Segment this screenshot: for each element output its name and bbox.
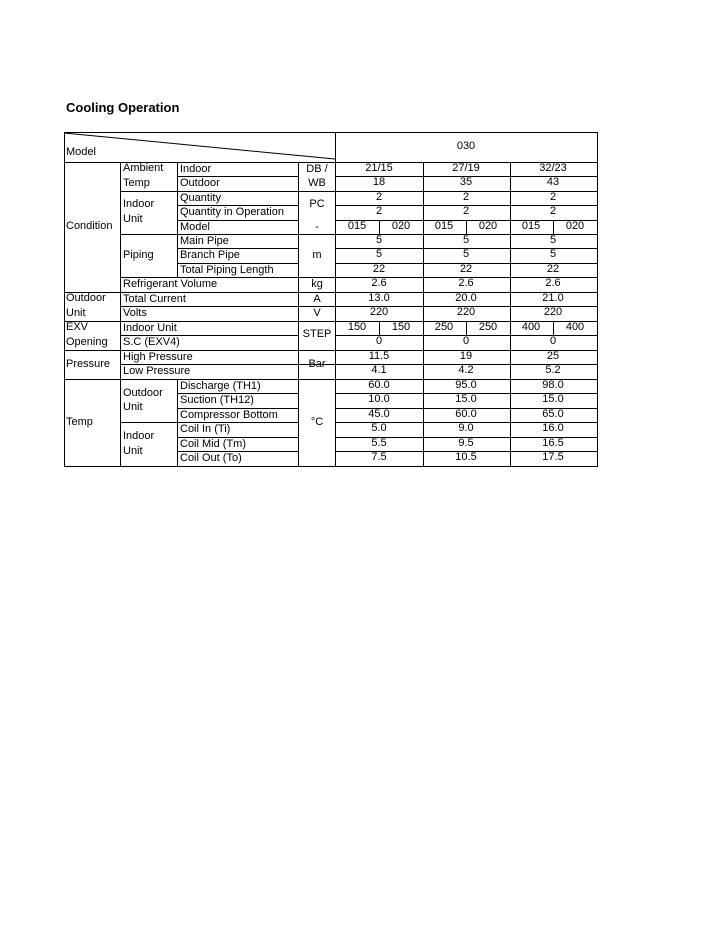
group-temp-indoor-unit: Unit xyxy=(123,445,143,457)
table-cell: 17.5 xyxy=(542,451,564,463)
table-cell: 2 xyxy=(549,205,557,217)
table-cell: 020 xyxy=(478,220,498,232)
group-ambient-temp: Temp xyxy=(123,177,150,189)
row-label: Total Current xyxy=(123,293,186,305)
row-unit: DB / xyxy=(306,163,328,175)
table-cell: 95.0 xyxy=(455,379,477,391)
unit-celsius: °C xyxy=(310,416,324,428)
table-cell: 5 xyxy=(549,248,557,260)
table-cell: 400 xyxy=(521,321,541,333)
table-cell: 220 xyxy=(369,306,389,318)
table-cell: 400 xyxy=(565,321,585,333)
row-label: Quantity xyxy=(180,192,221,204)
table-cell: 015 xyxy=(521,220,541,232)
table-cell: 16.5 xyxy=(542,437,564,449)
table-cell: 20.0 xyxy=(455,292,477,304)
table-cell: 220 xyxy=(543,306,563,318)
table-cell: 020 xyxy=(565,220,585,232)
row-label: High Pressure xyxy=(123,351,193,363)
row-label: Model xyxy=(180,221,210,233)
table-cell: 21/15 xyxy=(365,162,393,174)
table-cell: 43 xyxy=(546,176,560,188)
row-label: Suction (TH12) xyxy=(180,394,254,406)
group-temp-indoor: Indoor xyxy=(123,430,155,442)
table-cell: 27/19 xyxy=(452,162,480,174)
table-cell: 15.0 xyxy=(542,393,564,405)
table-cell: 4.1 xyxy=(371,364,387,376)
table-cell: 9.0 xyxy=(458,422,474,434)
row-label: Main Pipe xyxy=(180,235,229,247)
table-cell: 10.0 xyxy=(368,393,390,405)
table-cell: 015 xyxy=(434,220,454,232)
table-cell: 16.0 xyxy=(542,422,564,434)
row-label: Coil Mid (Tm) xyxy=(180,438,246,450)
table-cell: 150 xyxy=(391,321,411,333)
table-cell: 0 xyxy=(462,335,470,347)
table-cell: 0 xyxy=(375,335,383,347)
cooling-operation-table xyxy=(64,132,598,467)
table-cell: 65.0 xyxy=(542,408,564,420)
group-outdoor: Outdoor xyxy=(66,292,106,304)
table-cell: 18 xyxy=(372,176,386,188)
unit-pc: PC xyxy=(309,198,325,210)
table-cell: 32/23 xyxy=(539,162,567,174)
row-label: Indoor xyxy=(180,163,212,175)
group-temp-outdoor: Outdoor xyxy=(123,387,163,399)
table-cell: 5 xyxy=(375,248,383,260)
table-cell: 015 xyxy=(347,220,367,232)
table-cell: 7.5 xyxy=(371,451,387,463)
table-cell: 19 xyxy=(459,350,473,362)
table-cell: 2 xyxy=(549,191,557,203)
table-cell: 25 xyxy=(546,350,560,362)
table-cell: 11.5 xyxy=(368,350,390,362)
unit-m: m xyxy=(312,249,322,261)
model-value: 030 xyxy=(456,140,476,152)
group-outdoor-unit: Unit xyxy=(66,307,86,319)
table-cell: 35 xyxy=(459,176,473,188)
table-cell: 45.0 xyxy=(368,408,390,420)
table-cell: 10.5 xyxy=(455,451,477,463)
row-label: Coil Out (To) xyxy=(180,452,242,464)
row-label: Refrigerant Volume xyxy=(123,278,218,290)
group-indoor-unit: Unit xyxy=(123,213,143,225)
model-header-label: Model xyxy=(66,146,96,158)
row-unit: kg xyxy=(311,278,323,290)
group-pressure: Pressure xyxy=(66,358,111,370)
table-cell: 22 xyxy=(546,263,560,275)
row-label: Indoor Unit xyxy=(123,322,177,334)
table-cell: 020 xyxy=(391,220,411,232)
row-label: Branch Pipe xyxy=(180,249,240,261)
table-cell: 5 xyxy=(462,234,470,246)
table-cell: 250 xyxy=(434,321,454,333)
table-cell: 5 xyxy=(549,234,557,246)
group-ambient: Ambient xyxy=(123,162,164,174)
row-unit: WB xyxy=(308,177,326,189)
row-label: Outdoor xyxy=(180,177,220,189)
table-cell: 21.0 xyxy=(542,292,564,304)
table-cell: 98.0 xyxy=(542,379,564,391)
table-cell: 9.5 xyxy=(458,437,474,449)
row-unit: A xyxy=(313,293,321,305)
row-unit: V xyxy=(313,307,321,319)
unit-bar: Bar xyxy=(308,358,326,370)
group-piping: Piping xyxy=(123,249,154,261)
table-cell: 22 xyxy=(459,263,473,275)
row-label: Low Pressure xyxy=(123,365,191,377)
table-cell: 2 xyxy=(375,191,383,203)
table-cell: 0 xyxy=(549,335,557,347)
group-exv: EXV xyxy=(66,321,89,333)
group-condition: Condition xyxy=(66,220,113,232)
table-cell: 2.6 xyxy=(545,277,561,289)
table-cell: 5 xyxy=(375,234,383,246)
table-cell: 5.5 xyxy=(371,437,387,449)
group-temp: Temp xyxy=(66,416,93,428)
row-label: Compressor Bottom xyxy=(180,409,278,421)
table-cell: 15.0 xyxy=(455,393,477,405)
group-temp-outdoor-unit: Unit xyxy=(123,401,143,413)
unit-step: STEP xyxy=(302,328,332,340)
table-cell: 2.6 xyxy=(458,277,474,289)
row-label: Discharge (TH1) xyxy=(180,380,261,392)
table-cell: 2 xyxy=(462,205,470,217)
table-cell: 60.0 xyxy=(368,379,390,391)
page-title: Cooling Operation xyxy=(66,100,180,115)
table-cell: 2 xyxy=(462,191,470,203)
row-unit: - xyxy=(315,221,319,233)
table-cell: 22 xyxy=(372,263,386,275)
table-cell: 5 xyxy=(462,248,470,260)
table-cell: 5.0 xyxy=(371,422,387,434)
row-label: Volts xyxy=(123,307,147,319)
table-cell: 13.0 xyxy=(368,292,390,304)
table-cell: 220 xyxy=(456,306,476,318)
table-cell: 150 xyxy=(347,321,367,333)
row-label: Quantity in Operation xyxy=(180,206,284,218)
table-cell: 5.2 xyxy=(545,364,561,376)
table-cell: 2.6 xyxy=(371,277,387,289)
row-label: Total Piping Length xyxy=(180,264,274,276)
table-cell: 60.0 xyxy=(455,408,477,420)
row-label: S.C (EXV4) xyxy=(123,336,180,348)
group-indoor: Indoor xyxy=(123,198,155,210)
group-opening: Opening xyxy=(66,336,108,348)
table-cell: 250 xyxy=(478,321,498,333)
table-cell: 2 xyxy=(375,205,383,217)
row-label: Coil In (Ti) xyxy=(180,423,231,435)
table-cell: 4.2 xyxy=(458,364,474,376)
